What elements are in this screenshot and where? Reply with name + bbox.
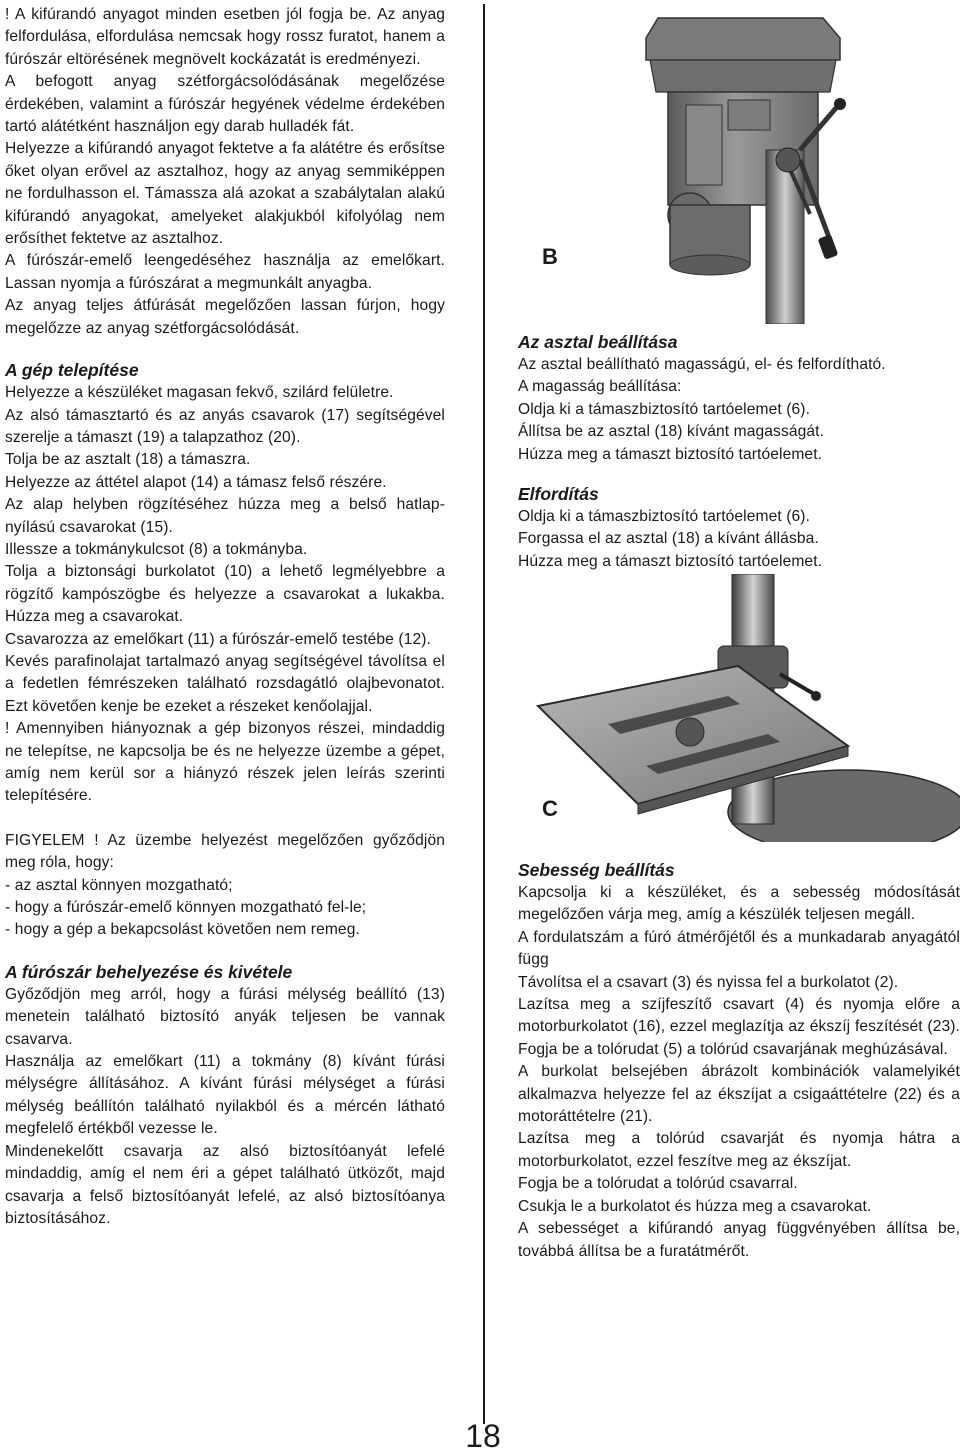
figure-b-drill-head bbox=[518, 0, 960, 324]
paragraph: Az asztal beállítható magasságú, el- és felfordítható. bbox=[518, 356, 886, 373]
paragraph: Az alap helyben rögzítéséhez húzza meg a belső hatlap-nyílású csavarokat (15). bbox=[5, 496, 445, 536]
paragraph: ! A kifúrandó anyagot minden esetben jól fogja be. Az anyag felfordulása, elfordulása nemcsak hogy rossz furatot, hanem a fúrószár eltörésének megnövelt kockázatát is eredményezi. bbox=[5, 6, 445, 68]
paragraph: A fúrószár-emelő leengedéséhez használja az emelőkart. Lassan nyomja a fúrószárat a megmunkált anyagba. bbox=[5, 252, 445, 292]
figure-b-label: B bbox=[542, 244, 558, 269]
figure-c-label: C bbox=[542, 796, 558, 821]
paragraph: Mindenekelőtt csavarja az alsó biztosítóanyát lefelé mindaddig, amíg el nem éri a gépet található ütközőt, majd csavarja a felső biztosítóanyát lefelé, az alsó biztosítóanya biztosításához. bbox=[5, 1142, 445, 1227]
paragraph: Az anyag teljes átfúrását megelőzően lassan fúrjon, hogy megelőzze az anyag szétforgácsolódását. bbox=[5, 297, 445, 337]
paragraph: A befogott anyag szétforgácsolódásának megelőzése érdekében, valamint a fúrószár hegyének védelme érdekében tartó alátétként használjon egy darab hulladék fát. bbox=[5, 73, 445, 136]
paragraph: Az alsó támasztartó és az anyás csavarok (17) segítségével szerelje a támaszt (19) a talapzathoz (20). bbox=[5, 406, 445, 446]
paragraph: A burkolat belsejében ábrázolt kombinációk valamelyikét alkalmazva helyezze fel az ékszíjat a csigaáttételre (22) és a motoráttételre (21). bbox=[518, 1063, 960, 1126]
right-column-bottom bbox=[518, 858, 960, 1263]
paragraph: Használja az emelőkart (11) a tokmány (8) kívánt fúrási mélységre állításához. A kívánt fúrási mélységet a fúrási mélység beállítón található nyilakból és a mércén látható megfelelő értékből vezesse le. bbox=[5, 1053, 445, 1138]
warning-paragraph: FIGYELEM ! Az üzembe helyezést megelőzően győződjön meg róla, hogy: bbox=[5, 831, 445, 872]
page-number: 18 bbox=[465, 1418, 501, 1454]
paragraph: A magasság beállítása: bbox=[518, 378, 682, 396]
left-column bbox=[5, 4, 445, 1230]
rotate-heading: Elfordítás bbox=[518, 484, 599, 505]
paragraph: Győződjön meg arról, hogy a fúrási mélység beállító (13) menetein található biztosító anyák teljesen be vannak csavarva. bbox=[5, 985, 445, 1048]
install-heading: A gép telepítése bbox=[5, 360, 139, 381]
paragraph: Helyezze a készüléket magasan fekvő, szilárd felületre. bbox=[5, 384, 394, 402]
right-column-top bbox=[518, 330, 960, 573]
paragraph: A sebességet a kifúrandó anyag függvényében állítsa be, továbbá állítsa be a furatátmérőt. bbox=[518, 1220, 960, 1260]
paragraph: Kapcsolja ki a készüléket, és a sebesség módosítását megelőzően várja meg, amíg a készülék teljesen megáll. bbox=[518, 884, 960, 924]
drill-head-illustration bbox=[518, 0, 960, 324]
paragraph: Lazítsa meg a szíjfeszítő csavart (4) és nyomja előre a motorburkolatot (16), ezzel meglazítja az ékszíj feszítését (23). Fogja be a tolórudat (5) a tolórúd csavarjának meghúzásával. bbox=[518, 996, 960, 1058]
paragraph: A fordulatszám a fúró átmérőjétől és a munkadarab anyagától függ bbox=[518, 928, 960, 969]
paragraph: Helyezze az áttétel alapot (14) a támasz felső részére. bbox=[5, 473, 387, 491]
paragraph: Fogja be a tolórudat a tolórúd csavarral. bbox=[518, 1175, 798, 1193]
warning-item: - hogy a gép a bekapcsolást követően nem remeg. bbox=[5, 921, 360, 939]
paragraph: Oldja ki a támaszbiztosító tartóelemet (6). bbox=[518, 508, 811, 526]
paragraph: Csavarozza az emelőkart (11) a fúrószár-emelő testébe (12). bbox=[5, 630, 431, 648]
paragraph: Illessze a tokmánykulcsot (8) a tokmányba. bbox=[5, 540, 308, 558]
drill-table-illustration bbox=[518, 574, 960, 842]
paragraph: Tolja be az asztalt (18) a támaszra. bbox=[5, 451, 251, 469]
paragraph: Lazítsa meg a tolórúd csavarját és nyomja hátra a motorburkolatot, ezzel feszítve meg az ékszíjat. bbox=[518, 1130, 960, 1170]
paragraph: Húzza meg a támaszt biztosító tartóelemet. bbox=[518, 552, 823, 570]
bit-heading: A fúrószár behelyezése és kivétele bbox=[5, 961, 293, 982]
paragraph: Helyezze a kifúrandó anyagot fektetve a fa alátétre és erősítse őket olyan erővel az asztalhoz, hogy az anyag semmiképpen ne fordulhasson el. Támassza alá azokat a szabálytalan alakú kifúrandó anyagokat, amelyeket alakjukból kifolyólag nem erősíthet fektetve az asztalhoz. bbox=[5, 140, 445, 248]
paragraph: Állítsa be az asztal (18) kívánt magasságát. bbox=[518, 423, 825, 441]
paragraph: ! Amennyiben hiányoznak a gép bizonyos részei, mindaddig ne telepítse, ne kapcsolja be és ne helyezze üzembe a gépet, amíg nem kerül sor a hiányzó részek jelen leírás szerinti telepítésére. bbox=[5, 720, 445, 805]
warning-item: - az asztal könnyen mozgatható; bbox=[5, 876, 233, 894]
table-heading: Az asztal beállítása bbox=[518, 332, 678, 352]
paragraph: Oldja ki a támaszbiztosító tartóelemet (6). bbox=[518, 400, 811, 418]
paragraph: Csukja le a burkolatot és húzza meg a csavarokat. bbox=[518, 1197, 872, 1215]
column-divider bbox=[483, 4, 485, 1424]
warning-item: - hogy a fúrószár-emelő könnyen mozgatható fel-le; bbox=[5, 899, 367, 917]
paragraph: Forgassa el az asztal (18) a kívánt állásba. bbox=[518, 530, 819, 548]
paragraph: Húzza meg a támaszt biztosító tartóelemet. bbox=[518, 445, 823, 463]
paragraph: Távolítsa el a csavart (3) és nyissa fel a burkolatot (2). bbox=[518, 973, 899, 991]
figure-c-drill-table bbox=[518, 574, 960, 842]
paragraph: Kevés parafinolajat tartalmazó anyag segítségével távolítsa el a fedetlen fémrészeken található rozsdagátló olajbevonatot. Ezt követően kenje be ezeket a részeket kenőolajjal. bbox=[5, 652, 445, 715]
paragraph: Tolja a biztonsági burkolatot (10) a lehető legmélyebbre a rögzítő kampószögbe és helyezze a csavarokat a lukakba. Húzza meg a csavarokat. bbox=[5, 563, 445, 626]
speed-heading: Sebesség beállítás bbox=[518, 860, 675, 880]
